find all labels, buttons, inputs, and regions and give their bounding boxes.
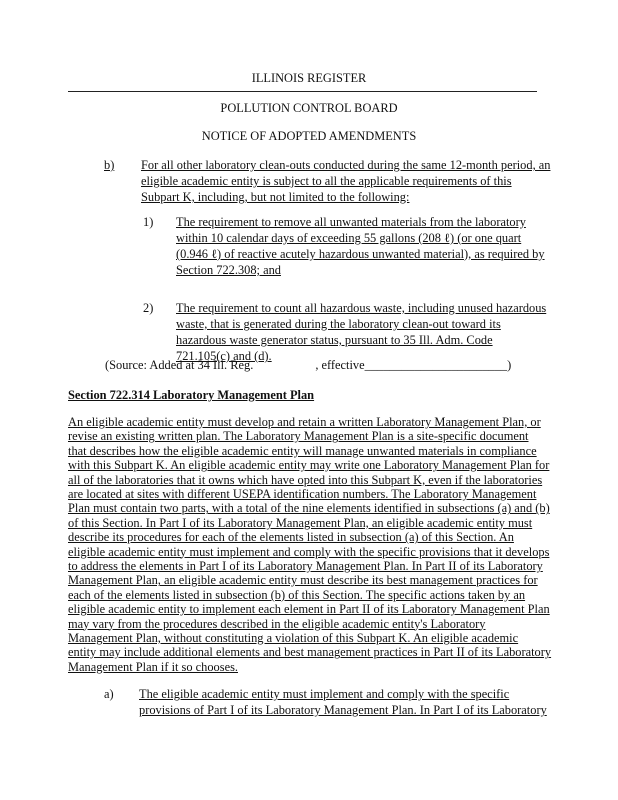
paragraph-line: entity may include additional elements and best management practices in Part II of its Laboratory [68,645,552,660]
paragraph-line: revise an existing written plan. The Laboratory Management Plan is a site-specific document [68,429,529,444]
paragraph-line: to address the elements in Part I of its Laboratory Management Plan. In Part II of its Laboratory [68,559,543,573]
paragraph-line: Management Plan if it so chooses. [68,659,238,674]
text-line: The requirement to count all hazardous waste, including unused hazardous [176,301,547,315]
paragraph-line: with this Subpart K. An eligible academic entity may write one Laboratory Management Plan for [68,458,550,473]
paragraph-line: are located at sites with different USEPA identification numbers. The Laboratory Management [68,487,537,501]
section-heading: Section 722.314 Laboratory Management Plan [68,388,315,402]
text-line: 721.105(c) and (d). [176,349,272,363]
paragraph-line: Management Plan, an eligible academic entity must describe its best management practices for [68,573,538,588]
item-label: 1) [143,215,154,229]
paragraph-line: of this Section. In Part I of its Laboratory Management Plan, an eligible academic entity must [68,515,533,530]
text-line: hazardous waste generator status, pursuant to 35 Ill. Adm. Code [176,333,493,347]
paragraph-line: Management Plan, without constituting a violation of this Subpart K. An eligible academic [68,631,519,645]
paragraph-line: all of the laboratories that it owns which have opted into this Subpart K, even if the laboratories [68,472,543,487]
paragraph-line: eligible academic entity to implement each element in Part II of its Laboratory Management Plan [68,602,550,617]
paragraph-line: describe its procedures for each of the elements listed in subsection (a) of this Section. An [68,530,514,545]
text-line: Subpart K, including, but not limited to the following: [141,190,410,204]
header-rule [68,91,537,92]
text-line: For all other laboratory clean-outs conducted during the same 12-month period, an [141,158,551,172]
source-effective: , effective [315,358,365,372]
text-line: waste, that is generated during the laboratory clean-out toward its [176,317,501,331]
paragraph-line: that describes how the eligible academic entity will manage unwanted materials in compliance [68,443,537,458]
subsection-label: b) [104,158,115,172]
source-close: ) [507,358,512,372]
paragraph-line: Plan must contain two parts, with a total of the nine elements identified in subsections (a) and (b) [68,501,550,516]
paragraph-line: An eligible academic entity must develop and retain a written Laboratory Management Plan, or [68,415,541,429]
paragraph-line: may vary from the procedures described in the eligible academic entity's Laboratory [68,616,486,631]
source-text: (Source: Added at 34 Ill. Reg. [105,358,254,372]
item-label: 2) [143,301,154,315]
board-title: POLLUTION CONTROL BOARD [220,101,398,115]
text-line: Section 722.308; and [176,263,281,277]
subsection-label: a) [104,687,114,701]
register-title: ILLINOIS REGISTER [251,71,367,85]
text-line: provisions of Part I of its Laboratory Management Plan. In Part I of its Laboratory [139,703,547,717]
text-line: (0.946 ℓ) of reactive acutely hazardous unwanted material), as required by [176,247,545,261]
notice-title: NOTICE OF ADOPTED AMENDMENTS [201,129,417,143]
text-line: The eligible academic entity must implement and comply with the specific [139,687,510,701]
text-line: The requirement to remove all unwanted materials from the laboratory [176,215,526,229]
paragraph-line: eligible academic entity must implement and comply with the specific provisions that it develops [68,544,550,559]
text-line: within 10 calendar days of exceeding 55 gallons (208 ℓ) (or one quart [176,231,522,245]
source-note [105,358,511,372]
source-blank: _______________________ [364,358,508,372]
text-line: eligible academic entity is subject to all the applicable requirements of this [141,174,512,188]
paragraph-line: each of the elements listed in subsection (b) of this Section. The specific actions taken by an [68,587,526,602]
